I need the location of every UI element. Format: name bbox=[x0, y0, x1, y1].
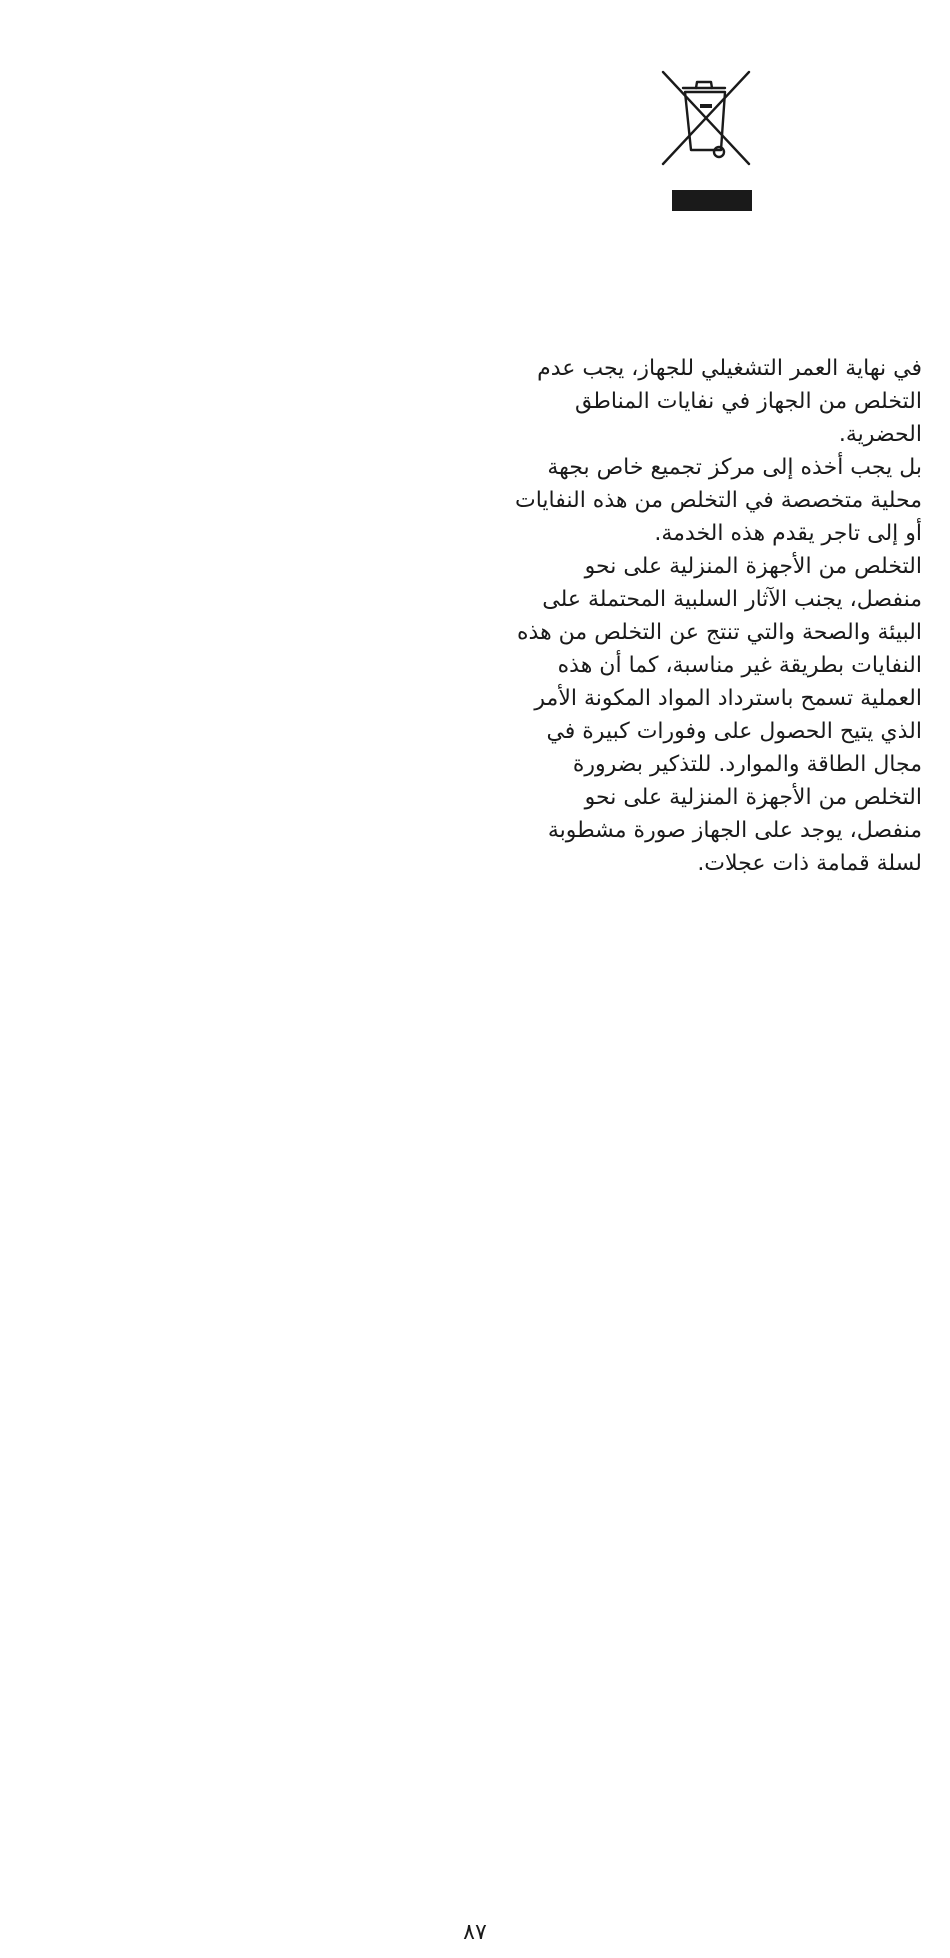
text-line: في نهاية العمر التشغيلي للجهاز، يجب عدم bbox=[537, 356, 922, 381]
disposal-instructions bbox=[362, 352, 922, 880]
text-line: بل يجب أخذه إلى مركز تجميع خاص بجهة bbox=[547, 455, 922, 480]
crossed-out-wheelie-bin-icon bbox=[655, 68, 755, 168]
paragraph-collection-center bbox=[362, 451, 922, 550]
text-line: البيئة والصحة والتي تنتج عن التخلص من هذه bbox=[517, 620, 922, 645]
separate-collection-bar bbox=[672, 190, 752, 211]
text-line: محلية متخصصة في التخلص من هذه النفايات bbox=[514, 488, 922, 513]
text-line: لسلة قمامة ذات عجلات. bbox=[697, 851, 922, 876]
text-line: أو إلى تاجر يقدم هذه الخدمة. bbox=[654, 521, 922, 546]
paragraph-end-of-life bbox=[362, 352, 922, 451]
page-number: ٨٧ bbox=[463, 1920, 487, 1945]
text-line: الحضرية. bbox=[838, 422, 922, 447]
text-line: منفصل، يوجد على الجهاز صورة مشطوبة bbox=[547, 818, 922, 843]
text-line: منفصل، يجنب الآثار السلبية المحتملة على bbox=[542, 587, 922, 612]
paragraph-separate-disposal bbox=[362, 550, 922, 880]
text-line: النفايات بطريقة غير مناسبة، كما أن هذه bbox=[557, 653, 922, 678]
text-line: العملية تسمح باسترداد المواد المكونة الأمر bbox=[534, 686, 922, 711]
text-line: التخلص من الجهاز في نفايات المناطق bbox=[575, 389, 922, 414]
text-line: مجال الطاقة والموارد. للتذكير بضرورة bbox=[572, 752, 922, 777]
text-line: التخلص من الأجهزة المنزلية على نحو bbox=[584, 554, 922, 579]
text-line: التخلص من الأجهزة المنزلية على نحو bbox=[584, 785, 922, 810]
text-line: الذي يتيح الحصول على وفورات كبيرة في bbox=[546, 719, 922, 744]
